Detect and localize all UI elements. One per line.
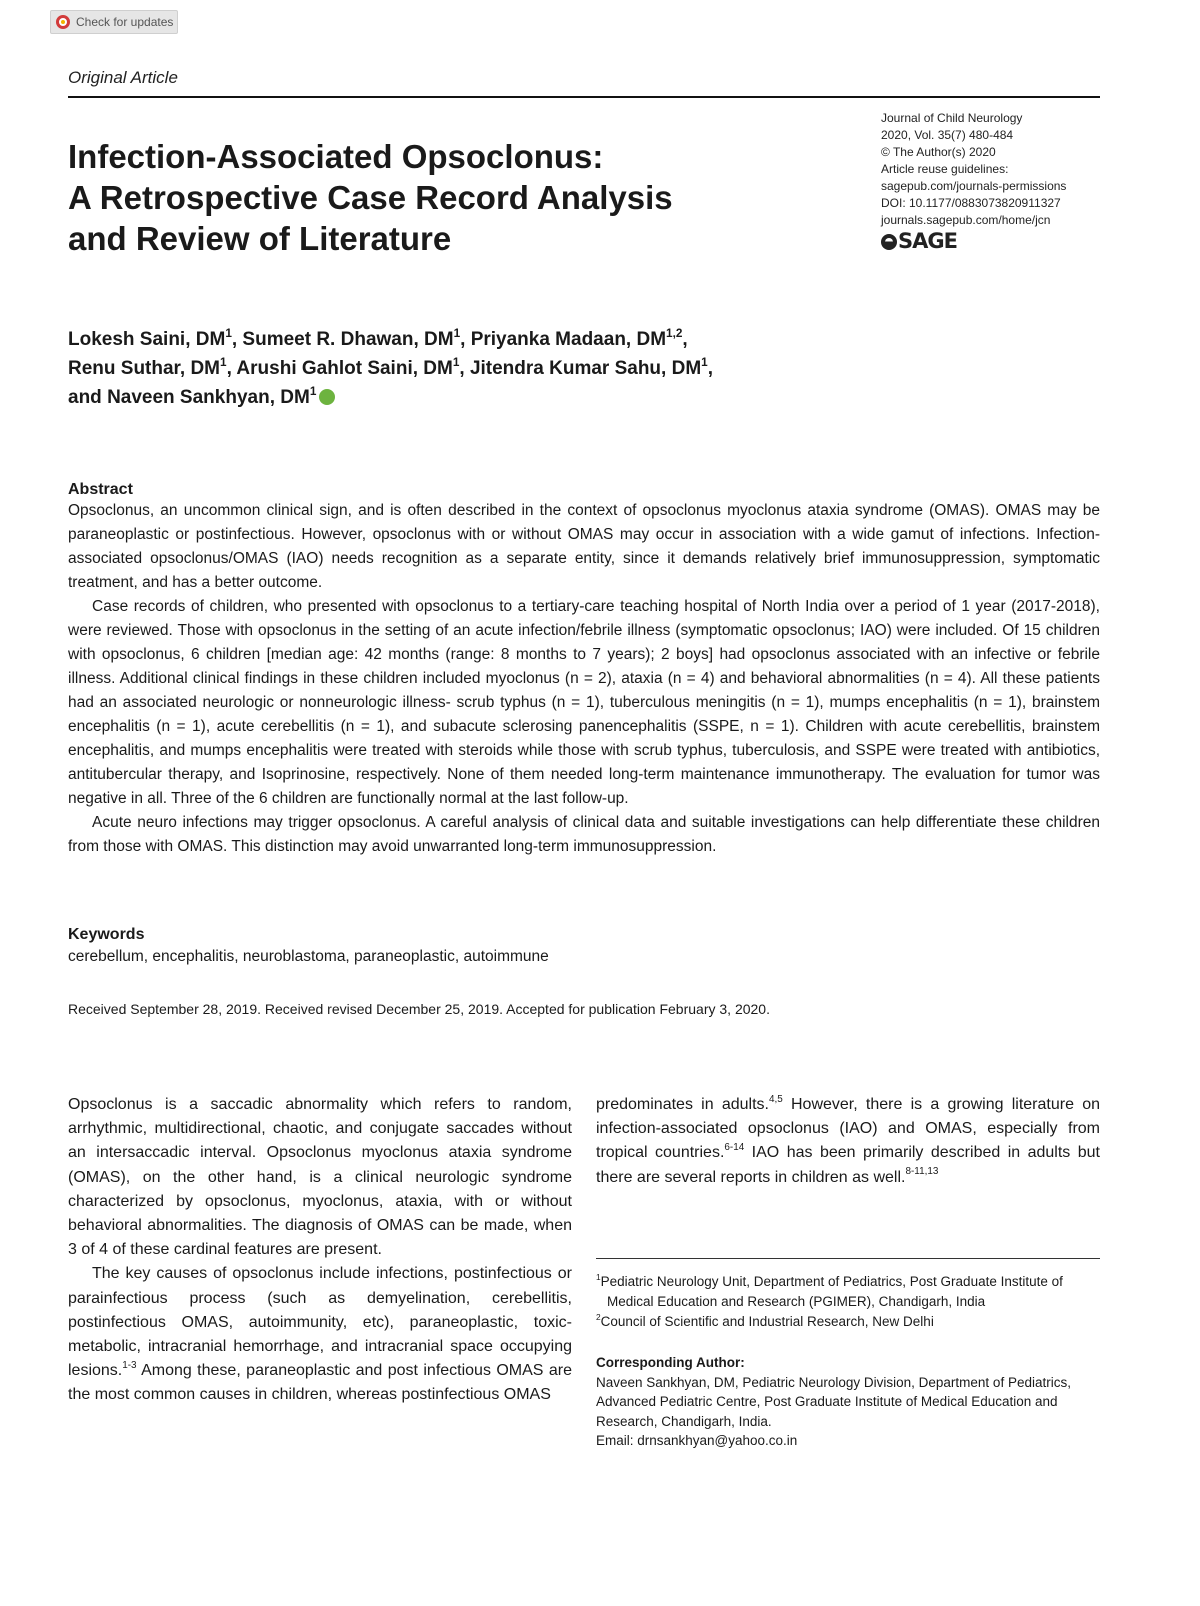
citation-ref[interactable]: 4,5 bbox=[768, 1093, 783, 1105]
abstract-paragraph: Opsoclonus, an uncommon clinical sign, and is often described in the context of opsoclonus myoclonus ataxia syndrome (OMAS). OMAS may be paraneoplastic or postinfectious. However, opsoclonus with or without OMAS may occur in association with a wide gamut of infections. Infection-associated opsoclonus/OMAS (IAO) needs recognition as a separate entity, since it demands relatively brief immunosuppression, symptomatic treatment, and has a better outcome. bbox=[68, 502, 1100, 591]
author-list bbox=[68, 325, 1100, 412]
body-text: Among these, paraneoplastic and post infectious OMAS are the most common causes in children, whereas postinfectious OMAS bbox=[68, 1362, 572, 1404]
journal-info bbox=[881, 110, 1111, 253]
keywords-heading: Keywords bbox=[68, 926, 145, 943]
sage-swirl-icon bbox=[881, 234, 897, 250]
author-name: Priyanka Madaan, DM bbox=[470, 329, 667, 350]
affiliation-text: Council of Scientific and Industrial Research, New Delhi bbox=[600, 1314, 934, 1329]
author-name: Naveen Sankhyan, DM bbox=[107, 387, 310, 408]
journal-home-link[interactable]: journals.sagepub.com/home/jcn bbox=[881, 213, 1051, 227]
abstract-section bbox=[68, 481, 1100, 859]
author-name: Jitendra Kumar Sahu, DM bbox=[469, 358, 702, 379]
author-name: Arushi Gahlot Saini, DM bbox=[236, 358, 453, 379]
author-separator: , bbox=[707, 358, 713, 379]
author-line bbox=[68, 325, 1100, 354]
corresponding-address: Naveen Sankhyan, DM, Pediatric Neurology Division, Department of Pediatrics, Advanced Pediatric Centre, Post Graduate Institute of Medical Education and Research, Chandigarh, India. bbox=[596, 1374, 1071, 1429]
body-paragraph: Opsoclonus is a saccadic abnormality which refers to random, arrhythmic, multidirectional, chaotic, and conjugate saccades without an intersaccadic interval. Opsoclonus myoclonus ataxia syndrome (OMAS), on the other hand, is a clinical neurologic syndrome characterized by opsoclonus, myoclonus, ataxia, with or without behavioral abnormalities. The diagnosis of OMAS can be made, when 3 of 4 of these cardinal features are present. bbox=[68, 1096, 572, 1259]
footnote-rule bbox=[596, 1258, 1100, 1259]
affiliation-number: 2 bbox=[596, 1311, 601, 1322]
author-affiliation-ref: 1 bbox=[309, 384, 317, 398]
journal-permissions-link[interactable]: sagepub.com/journals-permissions bbox=[881, 179, 1067, 193]
body-text: However, there is a growing literature on infection-associated opsoclonus (IAO) and OMAS, especially from tropical countries. bbox=[596, 1096, 1100, 1162]
body-paragraph bbox=[596, 1093, 1100, 1190]
author-affiliation-ref: 1 bbox=[225, 326, 232, 340]
header-rule bbox=[68, 96, 1100, 98]
check-for-updates-label: Check for updates bbox=[76, 15, 174, 29]
author-separator: , bbox=[460, 329, 471, 350]
abstract-paragraph: Acute neuro infections may trigger opsoclonus. A careful analysis of clinical data and suitable investigations can help differentiate these children from those with OMAS. This distinction may avoid unwarranted long-term immunosuppression. bbox=[68, 814, 1100, 855]
body-text: IAO has been primarily described in adults but there are several reports in children as well. bbox=[596, 1144, 1101, 1186]
author-line bbox=[68, 354, 1100, 383]
body-text: predominates in adults. bbox=[596, 1096, 769, 1113]
author-affiliation-ref: 1 bbox=[452, 355, 460, 369]
keywords-list: cerebellum, encephalitis, neuroblastoma, paraneoplastic, autoimmune bbox=[68, 948, 549, 965]
author-name: Lokesh Saini, DM bbox=[68, 329, 226, 350]
journal-doi[interactable]: DOI: 10.1177/0883073820911327 bbox=[881, 196, 1061, 210]
author-affiliation-ref: 1 bbox=[701, 355, 708, 369]
keywords-section bbox=[68, 926, 1100, 969]
author-separator: , bbox=[459, 358, 470, 379]
title-line: Infection-Associated Opsoclonus: bbox=[68, 138, 604, 175]
sage-logo-text: SAGE bbox=[898, 229, 957, 253]
author-name: Sumeet R. Dhawan, DM bbox=[242, 329, 454, 350]
body-paragraph bbox=[68, 1262, 572, 1407]
article-type: Original Article bbox=[68, 68, 178, 87]
sage-logo bbox=[881, 229, 1111, 253]
corresponding-author bbox=[596, 1353, 1100, 1451]
author-name: Renu Suthar, DM bbox=[68, 358, 221, 379]
citation-ref[interactable]: 6-14 bbox=[724, 1142, 745, 1154]
article-title bbox=[68, 136, 828, 259]
crossmark-icon bbox=[56, 15, 70, 29]
affiliation-text: Pediatric Neurology Unit, Department of Pediatrics, Post Graduate Institute of Medical Education and Research (PGIMER), Chandigarh, India bbox=[600, 1274, 1063, 1309]
author-separator: , bbox=[682, 329, 688, 350]
body-text: The key causes of opsoclonus include infections, postinfectious or parainfectious process (such as demyelination, cerebellitis, postinfectious OMAS, autoimmunity, etc), paraneoplastic, toxic-metabolic, intracranial hemorrhage, and intracranial space occupying lesions. bbox=[68, 1265, 572, 1380]
check-for-updates-button[interactable] bbox=[50, 10, 178, 34]
body-column-right bbox=[596, 1093, 1100, 1190]
journal-volume: 2020, Vol. 35(7) 480-484 bbox=[881, 128, 1014, 142]
author-affiliation-ref: 1 bbox=[220, 355, 227, 369]
journal-reuse-label: Article reuse guidelines: bbox=[881, 162, 1009, 176]
corresponding-heading: Corresponding Author: bbox=[596, 1355, 745, 1370]
abstract-paragraph: Case records of children, who presented with opsoclonus to a tertiary-care teaching hospital of North India over a period of 1 year (2017-2018), were reviewed. Those with opsoclonus in the setting of an acute infection/febrile illness (symptomatic opsoclonus; IAO) were included. Of 15 children with opsoclonus, 6 children [median age: 42 months (range: 8 months to 7 years); 2 boys] had opsoclonus associated with an infective or febrile illness. Additional clinical findings in these children included myoclonus (n = 2), ataxia (n = 4) and behavioral abnormalities (n = 4). All these patients had an associated neurologic or nonneurologic illness- scrub typhus (n = 1), tuberculous meningitis (n = 1), mumps encephalitis (n = 1), brainstem encephalitis (n = 1), acute cerebellitis (n = 1), and subacute sclerosing panencephalitis (SSPE, n = 1). Children with acute cerebellitis, brainstem encephalitis, and mumps encephalitis were treated with steroids while those with scrub typhus, tuberculosis, and SSPE were treated with antibiotics, antitubercular therapy, and Isoprinosine, respectively. None of them needed long-term maintenance immunotherapy. The evaluation for tumor was negative in all. Three of the 6 children are functionally normal at the last follow-up. bbox=[68, 598, 1100, 807]
author-separator: , bbox=[231, 329, 243, 350]
orcid-icon[interactable] bbox=[319, 389, 335, 405]
affiliation-number: 1 bbox=[596, 1271, 601, 1282]
affiliations bbox=[596, 1272, 1100, 1332]
author-line bbox=[68, 383, 1100, 412]
author-separator: , bbox=[226, 358, 237, 379]
abstract-heading: Abstract bbox=[68, 481, 133, 498]
author-affiliation-ref: 1 bbox=[453, 326, 461, 340]
title-line: A Retrospective Case Record Analysis bbox=[68, 179, 673, 216]
affiliation-item bbox=[596, 1312, 1100, 1332]
citation-ref[interactable]: 1-3 bbox=[122, 1359, 137, 1371]
publication-dates: Received September 28, 2019. Received revised December 25, 2019. Accepted for publication February 3, 2020. bbox=[68, 1001, 770, 1017]
author-affiliation-ref: 1,2 bbox=[666, 326, 683, 340]
journal-copyright: © The Author(s) 2020 bbox=[881, 145, 996, 159]
title-line: and Review of Literature bbox=[68, 220, 452, 257]
author-conjunction: and bbox=[68, 387, 108, 408]
body-column-left bbox=[68, 1093, 572, 1408]
affiliation-item bbox=[596, 1272, 1100, 1312]
citation-ref[interactable]: 8-11,13 bbox=[905, 1166, 939, 1178]
journal-name: Journal of Child Neurology bbox=[881, 111, 1023, 125]
corresponding-email[interactable]: Email: drnsankhyan@yahoo.co.in bbox=[596, 1433, 798, 1448]
